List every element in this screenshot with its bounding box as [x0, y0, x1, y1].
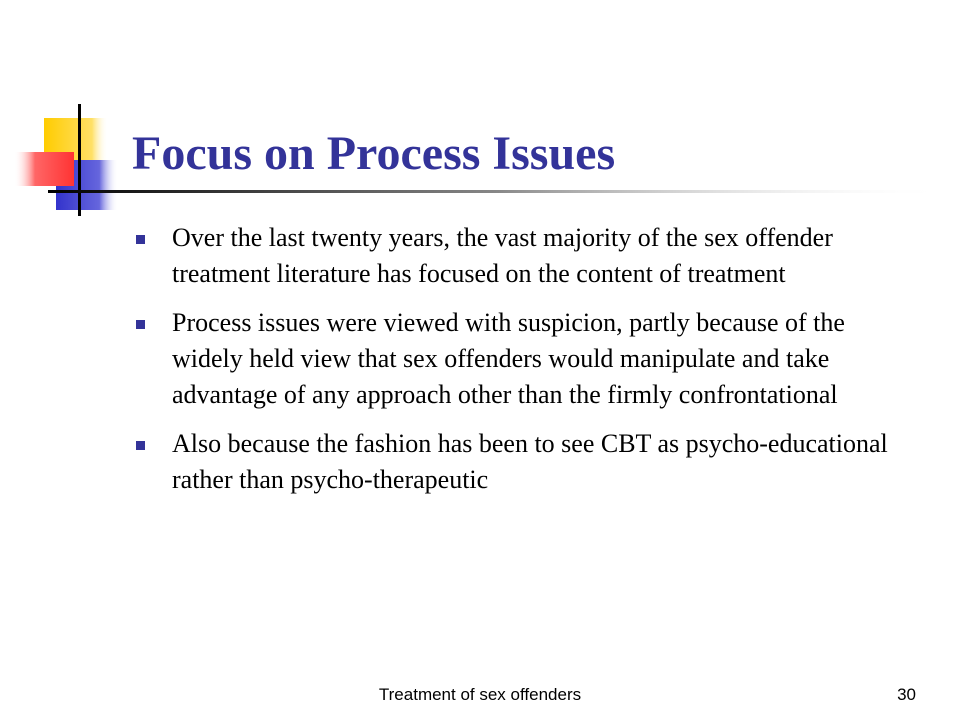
bullet-text: Process issues were viewed with suspicion, partly because of the widely held view that sex offenders would manipulate and take advantage of any approach other than the firmly confrontational [172, 308, 845, 409]
bullet-list [130, 220, 920, 511]
slide-number: 30 [897, 685, 916, 704]
slide-title: Focus on Process Issues [132, 127, 616, 180]
corner-decoration [0, 0, 960, 230]
bullet-item [130, 220, 920, 292]
slide-footer: Treatment of sex offenders [378, 685, 582, 704]
bullet-item [130, 305, 920, 413]
deco-vertical-line [78, 104, 81, 216]
square-bullet-icon [136, 320, 145, 329]
square-bullet-icon [136, 235, 145, 244]
deco-red-bar [14, 152, 74, 186]
bullet-text: Over the last twenty years, the vast majority of the sex offender treatment literature has focused on the content of treatment [172, 223, 833, 288]
bullet-item [130, 426, 920, 498]
deco-horizontal-line [48, 190, 948, 193]
square-bullet-icon [136, 441, 145, 450]
bullet-text: Also because the fashion has been to see CBT as psycho-educational rather than psycho-therapeutic [172, 429, 888, 494]
